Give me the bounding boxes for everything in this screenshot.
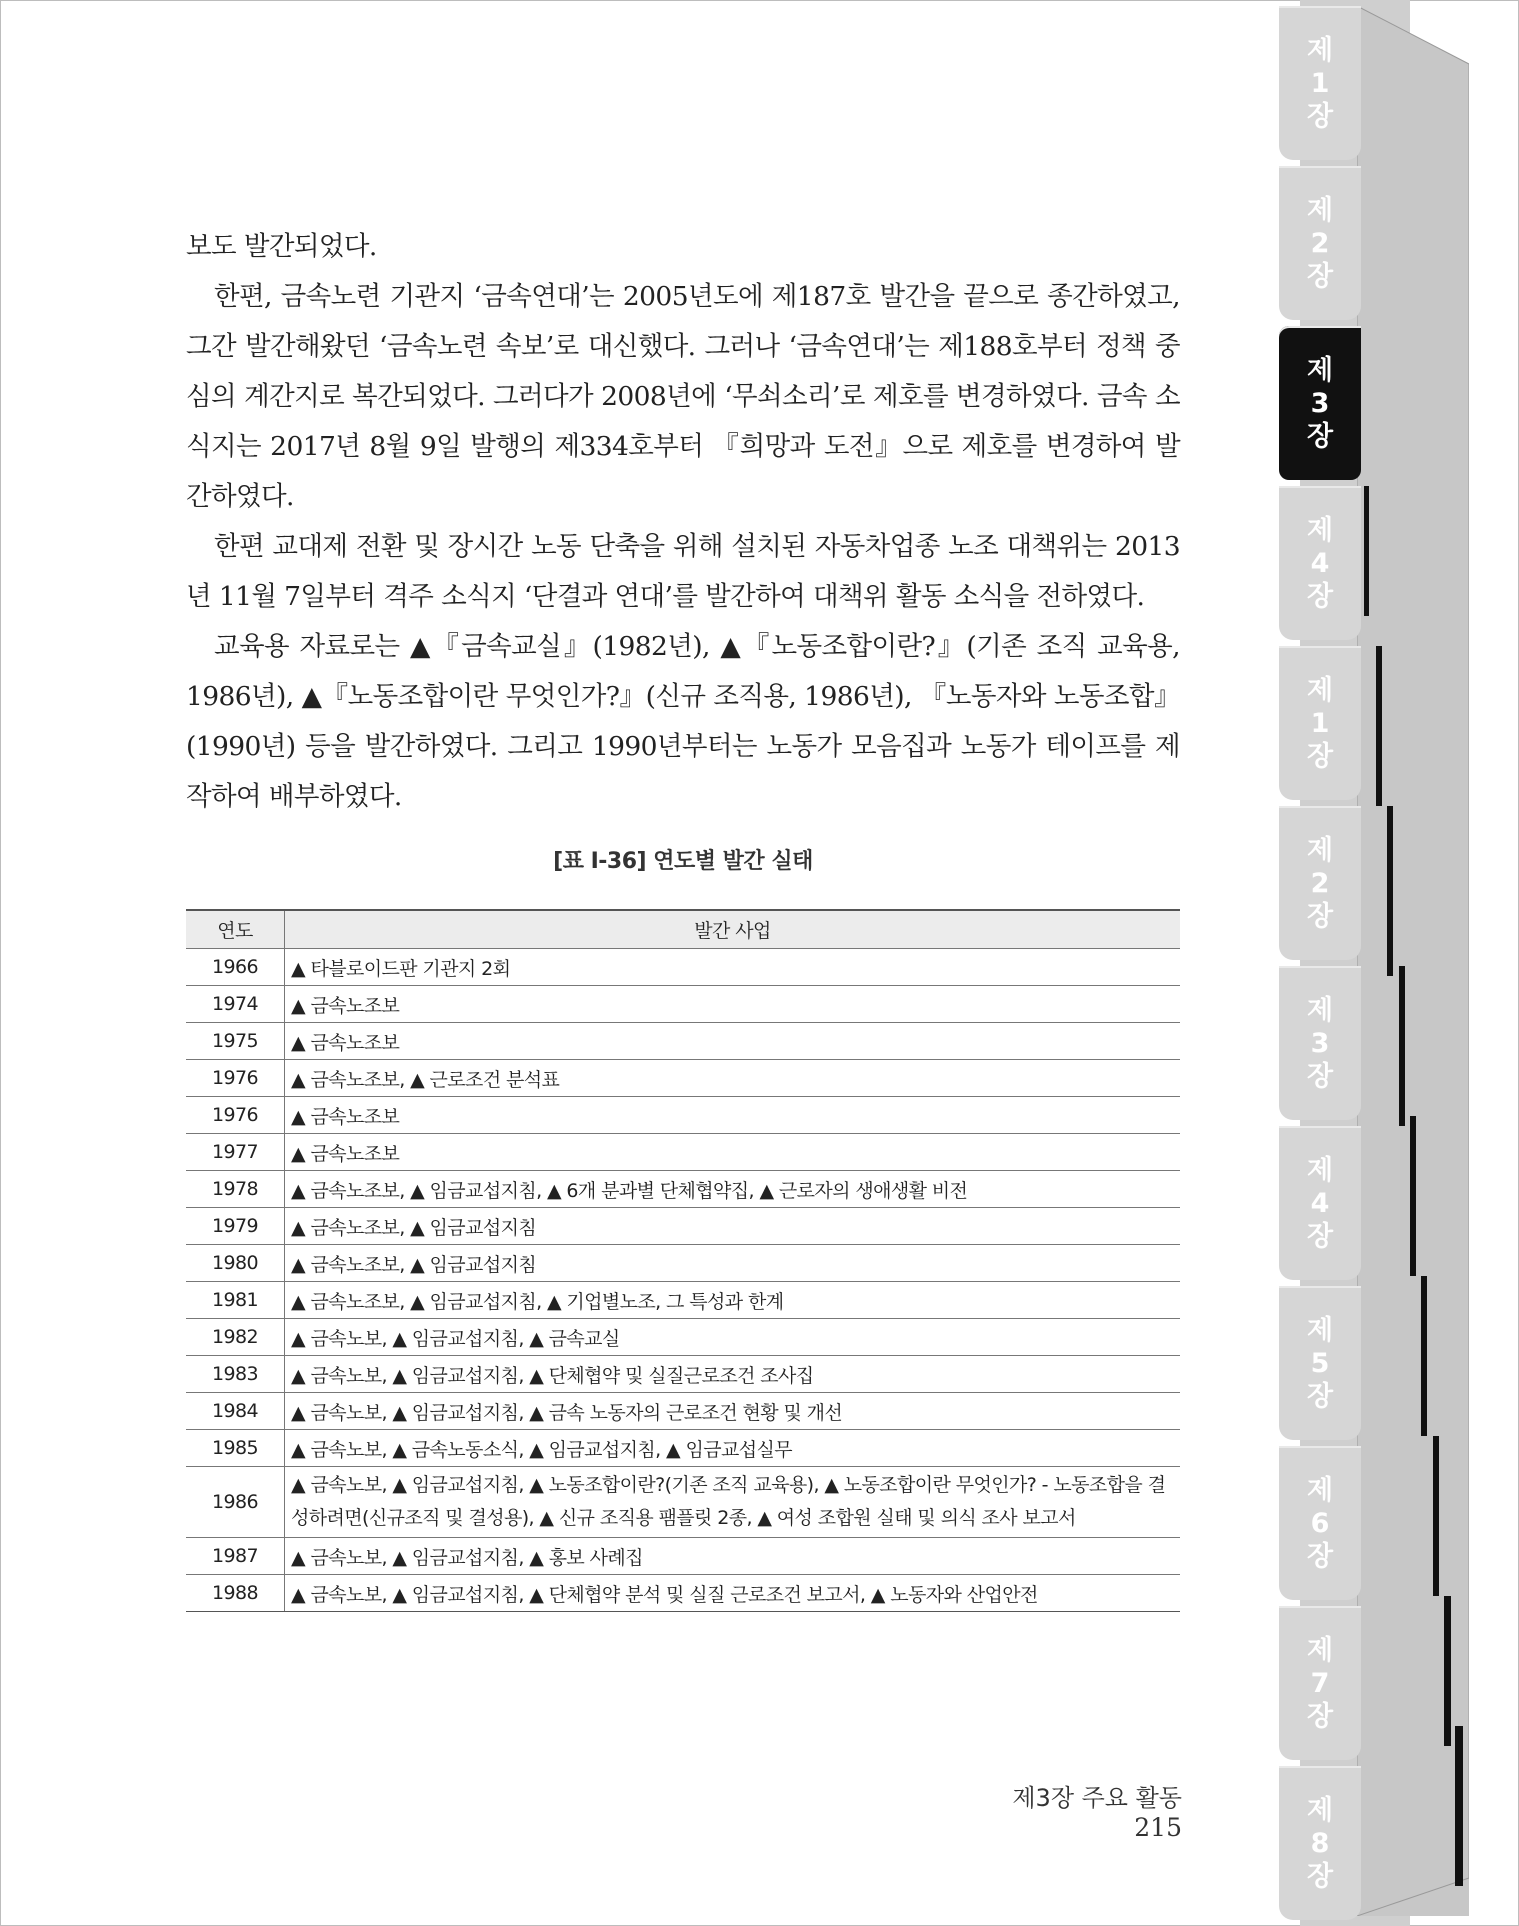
row-content: ▲ 금속노보, ▲ 임금교섭지침, ▲ 단체협약 및 실질근로조건 조사집 [285,1356,1181,1393]
row-year: 1983 [186,1356,285,1393]
footer-section: 제3장 주요 활동 [1012,1784,1182,1812]
tab-chapter-9[interactable] [1279,1286,1361,1440]
tab-chapter-3[interactable] [1279,326,1361,480]
publication-table [186,909,1180,1612]
tab-label: 제1장 [1306,674,1334,772]
paragraph-4: 교육용 자료로는 ▲『금속교실』(1982년), ▲『노동조합이란?』(기존 조직 교육용, 1986년), ▲『노동조합이란 무엇인가?』(신규 조직용, 1986년), 『노동자와 노동조합』(1990년) 등을 발간하였다. 그리고 1990년부터는 노동가 모음집과 노동가 테이프를 제작하여 배부하였다. [186,631,1180,812]
row-year: 1978 [186,1171,285,1208]
row-content: ▲ 금속노조보 [285,986,1181,1023]
row-year: 1966 [186,949,285,986]
row-content: ▲ 금속노조보, ▲ 임금교섭지침, ▲ 기업별노조, 그 특성과 한계 [285,1282,1181,1319]
table-body [186,949,1180,1612]
row-year: 1985 [186,1430,285,1467]
row-year: 1984 [186,1393,285,1430]
tab-label: 제1장 [1306,34,1334,132]
row-year: 1987 [186,1538,285,1575]
row-content: ▲ 타블로이드판 기관지 2회 [285,949,1181,986]
row-content: ▲ 금속노조보 [285,1097,1181,1134]
row-year: 1977 [186,1134,285,1171]
tab-label: 제2장 [1306,834,1334,932]
page-number: 215 [1134,1813,1182,1842]
table-row [186,1097,1180,1134]
tab-label: 제4장 [1306,1154,1334,1252]
table-row [186,1356,1180,1393]
row-year: 1986 [186,1467,285,1538]
table-row [186,1467,1180,1538]
table-header-row [186,910,1180,949]
tab-chapter-8[interactable] [1279,1126,1361,1280]
page-footer [960,1778,1182,1842]
row-year: 1974 [186,986,285,1023]
row-year: 1988 [186,1575,285,1612]
row-content: ▲ 금속노조보 [285,1134,1181,1171]
table-row [186,1245,1180,1282]
tab-chapter-10[interactable] [1279,1446,1361,1600]
row-year: 1980 [186,1245,285,1282]
tab-chapter-5[interactable] [1279,646,1361,800]
paragraph-1: 보도 발간되었다. [186,231,377,262]
row-content: ▲ 금속노보, ▲ 임금교섭지침, ▲ 금속 노동자의 근로조건 현황 및 개선 [285,1393,1181,1430]
table-row [186,1060,1180,1097]
table-row [186,986,1180,1023]
table-row [186,1575,1180,1612]
tab-label: 제8장 [1306,1794,1334,1892]
tab-label: 제5장 [1306,1314,1334,1412]
header-content: 발간 사업 [285,910,1181,949]
row-year: 1976 [186,1060,285,1097]
table-row [186,1319,1180,1356]
row-content: ▲ 금속노보, ▲ 임금교섭지침, ▲ 단체협약 분석 및 실질 근로조건 보고서, ▲ 노동자와 산업안전 [285,1575,1181,1612]
tab-chapter-7[interactable] [1279,966,1361,1120]
row-content: ▲ 금속노조보 [285,1023,1181,1060]
book-edge-markers [1357,6,1469,1916]
row-content: ▲ 금속노조보, ▲ 임금교섭지침, ▲ 6개 분과별 단체협약집, ▲ 근로자의 생애생활 비전 [285,1171,1181,1208]
row-year: 1975 [186,1023,285,1060]
paragraph-2: 한편, 금속노련 기관지 ‘금속연대’는 2005년도에 제187호 발간을 끝으로 종간하였고, 그간 발간해왔던 ‘금속노련 속보’로 대신했다. 그러나 ‘금속연대’는 제188호부터 정책 중심의 계간지로 복간되었다. 그러다가 2008년에 ‘무쇠소리’로 제호를 변경하였다. 금속 소식지는 2017년 8월 9일 발행의 제334호부터 『희망과 도전』으로 제호를 변경하여 발간하였다. [186,281,1180,512]
table-row [186,1023,1180,1060]
tab-chapter-6[interactable] [1279,806,1361,960]
header-year: 연도 [186,910,285,949]
tab-label: 제3장 [1306,354,1334,452]
tab-label: 제3장 [1306,994,1334,1092]
table-row [186,1538,1180,1575]
table-row [186,1282,1180,1319]
tab-chapter-11[interactable] [1279,1606,1361,1760]
tab-chapter-1[interactable] [1279,6,1361,160]
table-title: [표 Ⅰ-36] 연도별 발간 실태 [553,849,813,874]
row-content: ▲ 금속노조보, ▲ 근로조건 분석표 [285,1060,1181,1097]
tab-label: 제4장 [1306,514,1334,612]
table-row [186,1134,1180,1171]
row-year: 1981 [186,1282,285,1319]
row-content: ▲ 금속노보, ▲ 임금교섭지침, ▲ 금속교실 [285,1319,1181,1356]
table-row [186,1171,1180,1208]
row-content: ▲ 금속노보, ▲ 임금교섭지침, ▲ 노동조합이란?(기존 조직 교육용), ▲ 노동조합이란 무엇인가? - 노동조합을 결성하려면(신규조직 및 결성용), ▲ 신규 조직용 팸플릿 2종, ▲ 여성 조합원 실태 및 의식 조사 보고서 [285,1467,1181,1538]
row-year: 1979 [186,1208,285,1245]
row-year: 1982 [186,1319,285,1356]
paragraph-3: 한편 교대제 전환 및 장시간 노동 단축을 위해 설치된 자동차업종 노조 대책위는 2013년 11월 7일부터 격주 소식지 ‘단결과 연대’를 발간하여 대책위 활동 소식을 전하였다. [186,531,1180,612]
table-row [186,1393,1180,1430]
row-year: 1976 [186,1097,285,1134]
table-row [186,1430,1180,1467]
row-content: ▲ 금속노조보, ▲ 임금교섭지침 [285,1208,1181,1245]
tab-label: 제7장 [1306,1634,1334,1732]
table-row [186,949,1180,986]
chapter-tabs [1279,0,1361,1926]
tab-chapter-4[interactable] [1279,486,1361,640]
row-content: ▲ 금속노보, ▲ 임금교섭지침, ▲ 홍보 사례집 [285,1538,1181,1575]
row-content: ▲ 금속노보, ▲ 금속노동소식, ▲ 임금교섭지침, ▲ 임금교섭실무 [285,1430,1181,1467]
tab-label: 제2장 [1306,194,1334,292]
tab-label: 제6장 [1306,1474,1334,1572]
body-text [186,222,1180,822]
tab-chapter-2[interactable] [1279,166,1361,320]
table-row [186,1208,1180,1245]
row-content: ▲ 금속노조보, ▲ 임금교섭지침 [285,1245,1181,1282]
tab-chapter-12[interactable] [1279,1766,1361,1920]
